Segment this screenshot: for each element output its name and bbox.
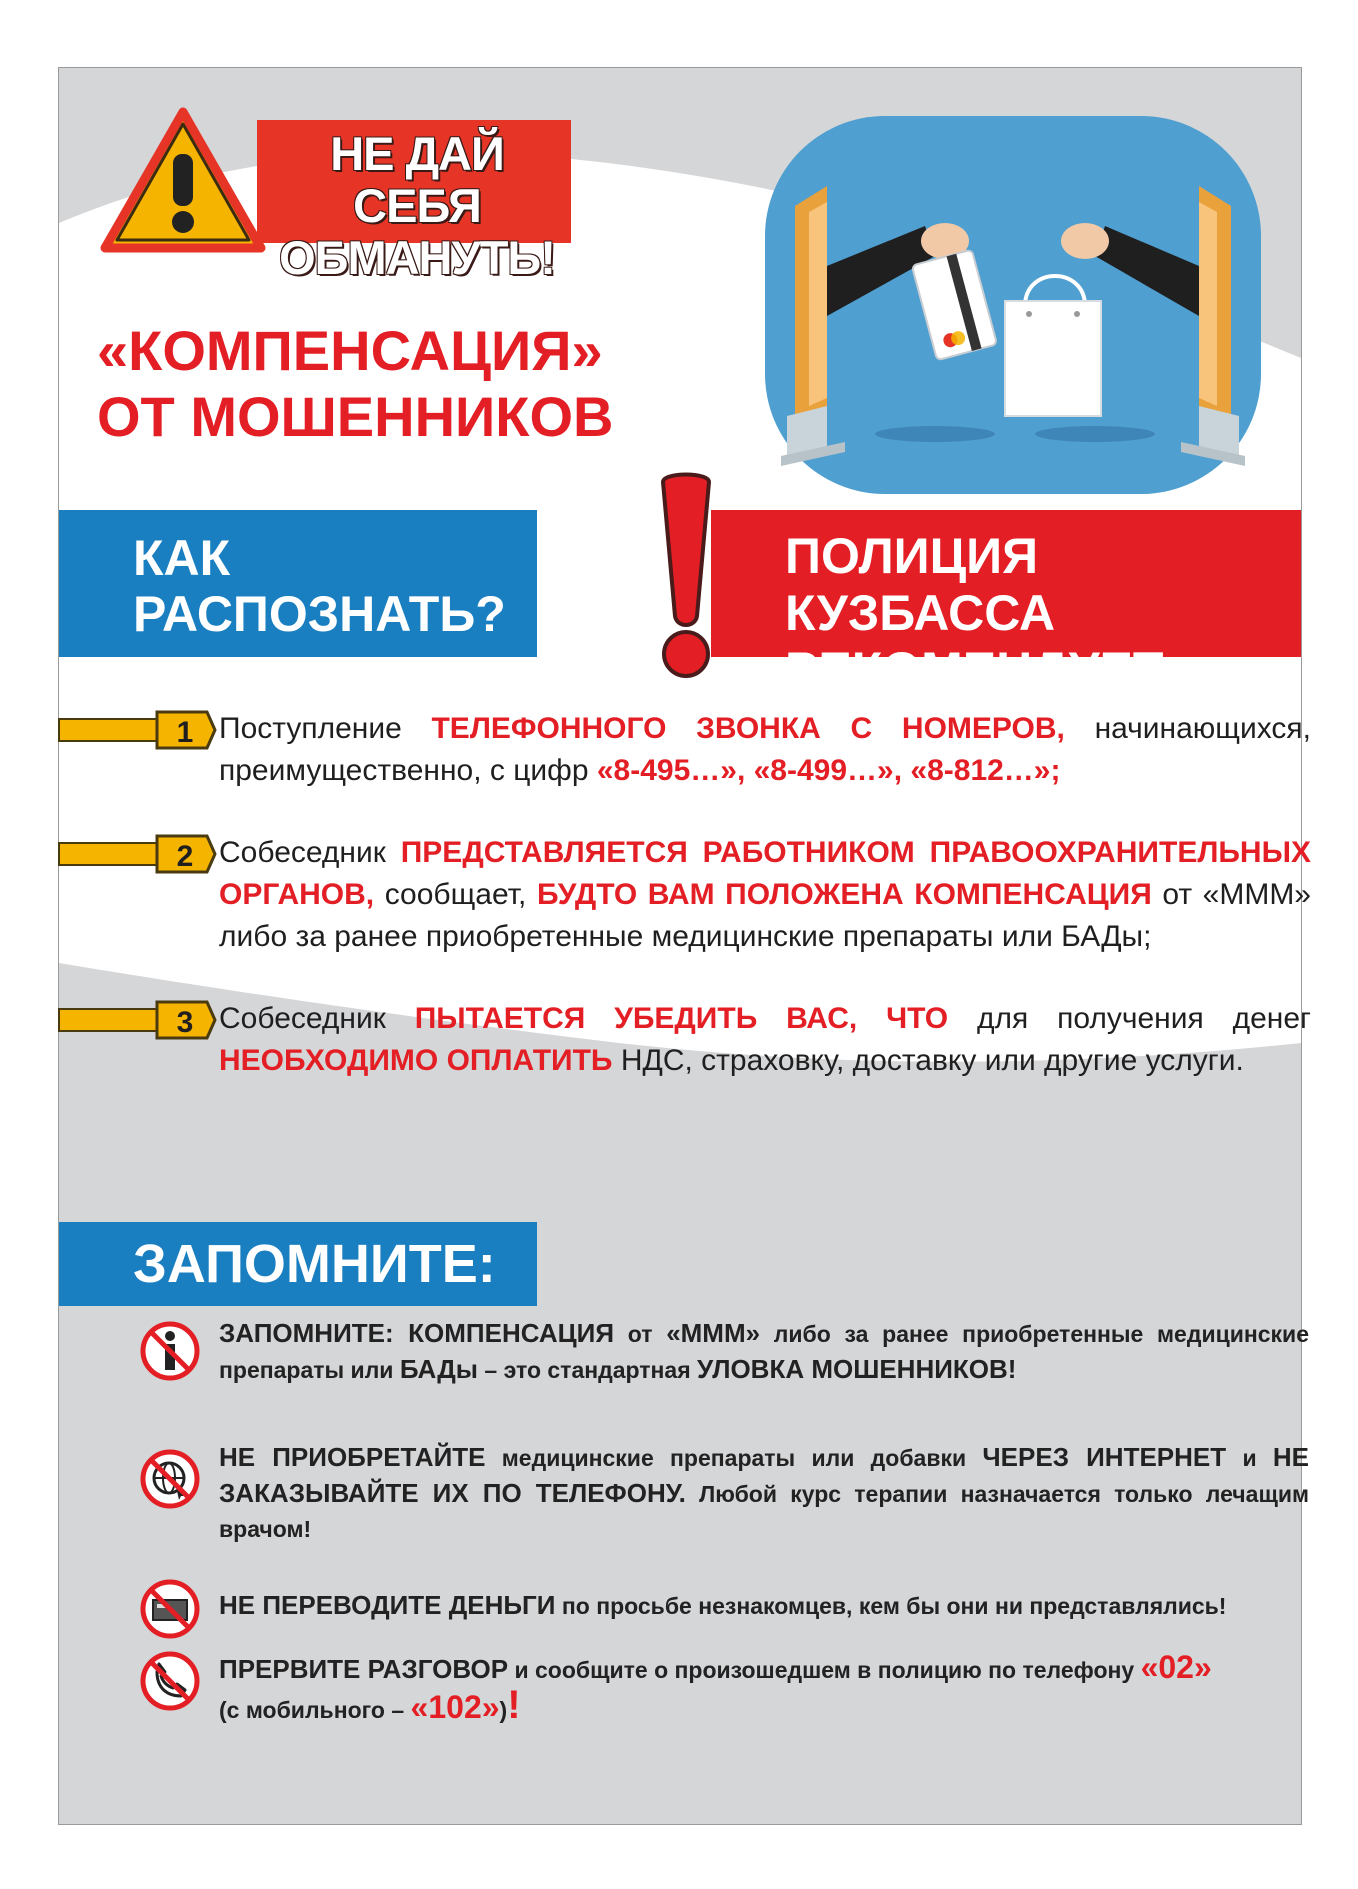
exclamation-icon [653,468,719,683]
police-phone-number: «02» [1140,1649,1212,1685]
how-label-line1: КАК [133,530,231,586]
note-text: медицинские препараты или добавки [485,1445,983,1471]
no-info-icon [139,1320,201,1382]
note-text: – это стандартная [478,1357,698,1383]
no-money-transfer-icon [139,1578,201,1640]
note-strong: НЕ ПЕРЕВОДИТЕ ДЕНЬГИ [219,1590,556,1620]
police-recommends-label [711,510,1301,698]
how-label-line2: РАСПОЗНАТЬ? [133,586,506,642]
how-to-recognize-label [59,510,537,657]
note-strong: ЗАПОМНИТЕ: КОМПЕНСАЦИЯ [219,1318,615,1348]
item-text: сообщает, [374,878,537,911]
note-strong: БАДы [399,1354,479,1384]
title-line2: ОТ МОШЕННИКОВ [97,385,614,448]
no-phone-call-icon [139,1650,201,1712]
item-text: НДС, страховку, доставку или другие услуги. [612,1044,1244,1077]
title-line1: «КОМПЕНСАЦИЯ» [97,319,603,382]
mobile-police-number: «102» [410,1689,500,1725]
list-item-1 [219,708,1311,792]
item-text: начинающихся, преимущественно, с цифр [219,712,1311,787]
note-text: (с мобильного – [219,1697,411,1723]
note-strong: ПРЕРВИТЕ РАЗГОВОР [219,1654,509,1684]
item-highlight: ПЫТАЕТСЯ УБЕДИТЬ ВАС, ЧТО [414,1002,949,1035]
item-text: Собеседник [219,1002,415,1035]
note-text: от [614,1321,667,1347]
item-number: 1 [176,716,194,749]
item-text: Поступление [219,712,432,745]
poster [58,67,1311,1825]
note-strong: НЕ ПРИОБРЕТАЙТЕ [219,1442,486,1472]
remember-label-text: ЗАПОМНИТЕ: [133,1234,496,1294]
note-strong: «МММ» [666,1318,761,1348]
note-2 [219,1440,1309,1547]
note-text: Любой курс терапии назначается только лечащим врачом! [219,1481,1309,1542]
online-purchase-illustration-icon [765,116,1261,494]
note-text: и сообщите о произошедшем в полицию по телефону [508,1657,1141,1683]
remember-label [59,1222,537,1306]
note-3 [219,1588,1309,1624]
note-4-line1 [219,1650,1309,1688]
item-highlight: НЕОБХОДИМО ОПЛАТИТЬ [219,1044,613,1077]
number-2-pointer-icon [59,832,219,876]
warning-sign-icon [99,106,267,256]
no-internet-icon [139,1448,201,1510]
item-highlight: «8-495…», «8-499…», «8-812…»; [596,754,1061,787]
note-text: по просьбе незнакомцев, кем бы они ни представлялись! [555,1593,1227,1619]
item-text: Собеседник [219,836,401,869]
warning-banner [257,120,571,284]
item-highlight: ТЕЛЕФОННОГО ЗВОНКА С НОМЕРОВ, [431,712,1065,745]
note-strong: ЧЕРЕЗ ИНТЕРНЕТ [982,1442,1227,1472]
note-text: ) [499,1697,508,1723]
note-strong: НЕ ЗАКАЗЫВАЙТЕ ИХ ПО ТЕЛЕФОНУ. [219,1442,1310,1508]
police-label-line2: РЕКОМЕНДУЕТ [785,642,1164,698]
note-text: либо за ранее приобретенные медицинские препараты или [219,1321,1309,1383]
page-title [97,318,617,450]
item-text: для получения денег [948,1002,1311,1035]
item-highlight: БУДТО ВАМ ПОЛОЖЕНА КОМПЕНСАЦИЯ [536,878,1152,911]
number-1-pointer-icon [59,708,219,752]
note-4-line2 [219,1683,1309,1728]
item-highlight: ПРЕДСТАВЛЯЕТСЯ РАБОТНИКОМ ПРАВООХРАНИТЕЛЬНЫХ ОРГАНОВ, [219,836,1311,911]
note-text: и [1226,1445,1273,1471]
exclamation-mark: ! [507,1683,521,1727]
item-number: 3 [176,1006,194,1039]
item-number: 2 [176,840,194,873]
police-label-line1: ПОЛИЦИЯ КУЗБАССА [785,528,1056,641]
number-3-pointer-icon [59,998,219,1042]
list-item-2 [219,832,1311,958]
list-item-3 [219,998,1311,1082]
warning-banner-line2: ОБМАНУТЬ! [279,231,555,284]
note-1 [219,1316,1309,1388]
item-text: от «МММ» либо за ранее приобретенные медицинские препараты или БАДы; [219,878,1311,953]
note-4 [219,1650,1309,1728]
warning-banner-line1: НЕ ДАЙ СЕБЯ [330,127,504,232]
note-strong: УЛОВКА МОШЕННИКОВ! [697,1354,1017,1384]
